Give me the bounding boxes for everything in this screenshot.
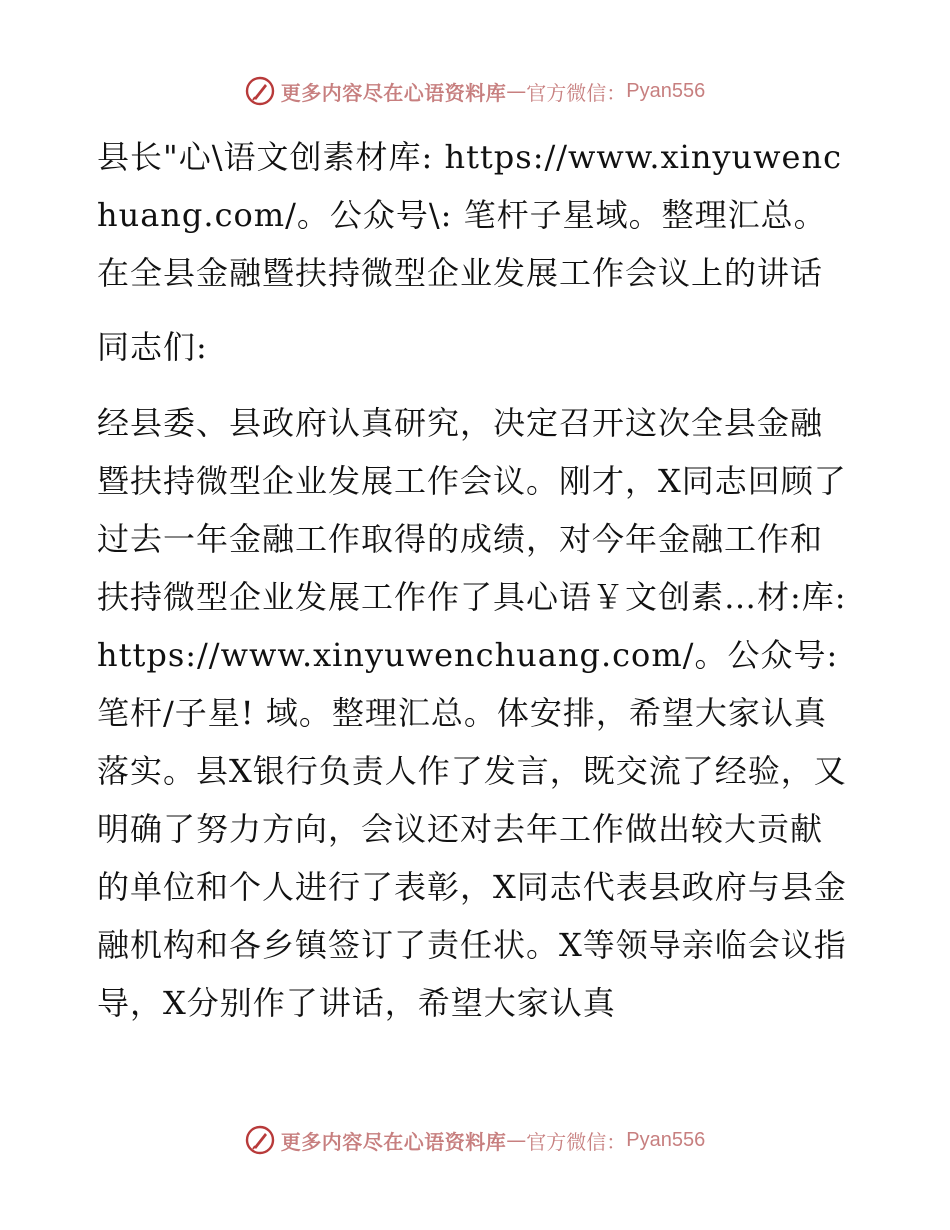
quill-logo-icon [245,76,275,106]
banner-separator: — [506,79,527,103]
banner-content [245,1125,705,1155]
footer-banner [0,1120,950,1160]
banner-separator: — [506,1128,527,1152]
quill-logo-icon [245,1125,275,1155]
document-title-paragraph: 县长"心\语文创素材库: https://www.xinyuwenchuang.com/。公众号\: 笔杆子星域。整理汇总。在全县金融暨扶持微型企业发展工作会议上的讲话 [97,138,843,292]
header-banner [0,71,950,111]
banner-slogan: 更多内容尽在心语资料库 [280,80,507,105]
banner-wechat-label: 官方微信： [526,80,627,105]
body-paragraph: 经县委、县政府认真研究，决定召开这次全县金融暨扶持微型企业发展工作会议。刚才，X同志回顾了过去一年金融工作取得的成绩，对今年金融工作和扶持微型企业发展工作作了具心语￥文创素…材:库: https://www.xinyuwenchuang.com/。公众号: 笔杆/子星! 域。整理汇总。体安排，希望大家认真落实。县X银行负责人作了发言，既交流了经验，又明确了努力方向，会议还对去年工作做出较大贡献的单位和个人进行了表彰，X同志代表县政府与县金融机构和各乡镇签订了责任状。X等领导亲临会议指导，X分别作了讲话，希望大家认真 [97,404,847,1022]
document-body [97,128,849,1054]
banner-slogan: 更多内容尽在心语资料库 [280,1129,507,1154]
banner-wechat-id: Pyan556 [626,1128,706,1151]
banner-content [245,76,705,106]
banner-wechat-id: Pyan556 [626,79,706,102]
banner-wechat-label: 官方微信： [526,1129,627,1154]
greeting-paragraph: 同志们: [97,328,208,366]
